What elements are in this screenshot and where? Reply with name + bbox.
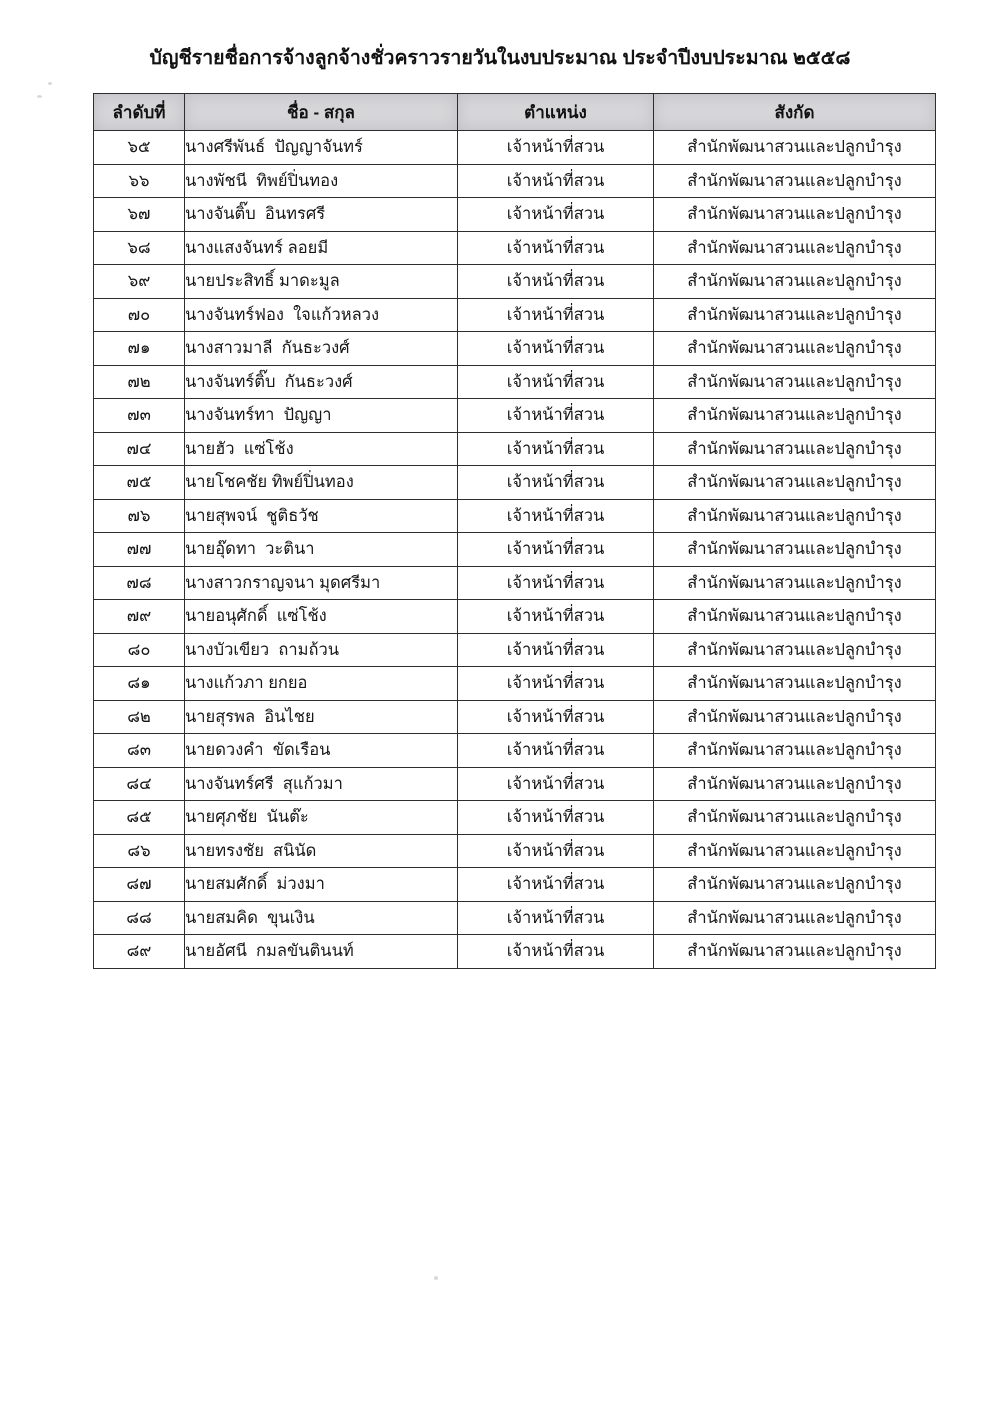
cell-order-number: ๘๕: [94, 801, 185, 835]
cell-affiliation: สำนักพัฒนาสวนและปลูกบำรุง: [654, 600, 936, 634]
cell-position: เจ้าหน้าที่สวน: [458, 466, 654, 500]
cell-affiliation: สำนักพัฒนาสวนและปลูกบำรุง: [654, 499, 936, 533]
header-affiliation: สังกัด: [654, 94, 936, 131]
table-row: [94, 734, 936, 768]
cell-fullname: นางบัวเขียว ถามถ้วน: [185, 633, 458, 667]
cell-fullname: นางจันทร์ฟอง ใจแก้วหลวง: [185, 298, 458, 332]
cell-order-number: ๖๗: [94, 198, 185, 232]
cell-fullname: นายสุรพล อินไชย: [185, 700, 458, 734]
cell-affiliation: สำนักพัฒนาสวนและปลูกบำรุง: [654, 265, 936, 299]
cell-position: เจ้าหน้าที่สวน: [458, 131, 654, 165]
cell-affiliation: สำนักพัฒนาสวนและปลูกบำรุง: [654, 566, 936, 600]
cell-position: เจ้าหน้าที่สวน: [458, 365, 654, 399]
cell-position: เจ้าหน้าที่สวน: [458, 600, 654, 634]
cell-order-number: ๗๑: [94, 332, 185, 366]
cell-position: เจ้าหน้าที่สวน: [458, 633, 654, 667]
cell-position: เจ้าหน้าที่สวน: [458, 935, 654, 969]
cell-position: เจ้าหน้าที่สวน: [458, 700, 654, 734]
cell-position: เจ้าหน้าที่สวน: [458, 801, 654, 835]
cell-position: เจ้าหน้าที่สวน: [458, 332, 654, 366]
table-row: [94, 164, 936, 198]
table-body: [94, 131, 936, 969]
cell-position: เจ้าหน้าที่สวน: [458, 901, 654, 935]
cell-order-number: ๘๗: [94, 868, 185, 902]
cell-order-number: ๘๙: [94, 935, 185, 969]
cell-affiliation: สำนักพัฒนาสวนและปลูกบำรุง: [654, 667, 936, 701]
table-row: [94, 767, 936, 801]
cell-fullname: นายสมศักดิ์ ม่วงมา: [185, 868, 458, 902]
table-row: [94, 499, 936, 533]
cell-order-number: ๗๔: [94, 432, 185, 466]
scan-speck: [37, 95, 42, 98]
cell-position: เจ้าหน้าที่สวน: [458, 566, 654, 600]
table-row: [94, 131, 936, 165]
cell-affiliation: สำนักพัฒนาสวนและปลูกบำรุง: [654, 164, 936, 198]
cell-position: เจ้าหน้าที่สวน: [458, 298, 654, 332]
cell-fullname: นางจันทร์ทา ปัญญา: [185, 399, 458, 433]
cell-affiliation: สำนักพัฒนาสวนและปลูกบำรุง: [654, 533, 936, 567]
cell-position: เจ้าหน้าที่สวน: [458, 164, 654, 198]
cell-order-number: ๗๐: [94, 298, 185, 332]
cell-affiliation: สำนักพัฒนาสวนและปลูกบำรุง: [654, 131, 936, 165]
cell-affiliation: สำนักพัฒนาสวนและปลูกบำรุง: [654, 231, 936, 265]
cell-order-number: ๗๙: [94, 600, 185, 634]
cell-fullname: นายสุพจน์ ชูติธวัช: [185, 499, 458, 533]
scan-speck: [48, 82, 52, 85]
cell-fullname: นางพัชนี ทิพย์ปิ่นทอง: [185, 164, 458, 198]
cell-affiliation: สำนักพัฒนาสวนและปลูกบำรุง: [654, 700, 936, 734]
table-row: [94, 332, 936, 366]
table-row: [94, 265, 936, 299]
roster-table: [93, 93, 936, 969]
cell-order-number: ๖๘: [94, 231, 185, 265]
cell-order-number: ๖๙: [94, 265, 185, 299]
page-title: บัญชีรายชื่อการจ้างลูกจ้างชั่วคราวรายวันในงบประมาณ ประจำปีงบประมาณ ๒๕๕๘: [149, 47, 851, 69]
cell-affiliation: สำนักพัฒนาสวนและปลูกบำรุง: [654, 767, 936, 801]
cell-affiliation: สำนักพัฒนาสวนและปลูกบำรุง: [654, 399, 936, 433]
cell-order-number: ๘๔: [94, 767, 185, 801]
table-row: [94, 834, 936, 868]
table-row: [94, 298, 936, 332]
table-row: [94, 432, 936, 466]
cell-order-number: ๗๖: [94, 499, 185, 533]
table-row: [94, 231, 936, 265]
cell-fullname: นางแก้วภา ยกยอ: [185, 667, 458, 701]
cell-order-number: ๘๐: [94, 633, 185, 667]
cell-affiliation: สำนักพัฒนาสวนและปลูกบำรุง: [654, 734, 936, 768]
cell-fullname: นายศุภชัย นันต๊ะ: [185, 801, 458, 835]
cell-position: เจ้าหน้าที่สวน: [458, 533, 654, 567]
cell-fullname: นางจันทร์ติ๊บ กันธะวงศ์: [185, 365, 458, 399]
cell-position: เจ้าหน้าที่สวน: [458, 868, 654, 902]
cell-affiliation: สำนักพัฒนาสวนและปลูกบำรุง: [654, 834, 936, 868]
cell-affiliation: สำนักพัฒนาสวนและปลูกบำรุง: [654, 868, 936, 902]
cell-fullname: นายฮัว แซ่โช้ง: [185, 432, 458, 466]
cell-fullname: นางสาวกราญจนา มุดศรีมา: [185, 566, 458, 600]
header-fullname: ชื่อ - สกุล: [185, 94, 458, 131]
cell-fullname: นายอุ๊ดทา วะตินา: [185, 533, 458, 567]
cell-order-number: ๗๕: [94, 466, 185, 500]
table-row: [94, 935, 936, 969]
cell-fullname: นายสมคิด ขุนเงิน: [185, 901, 458, 935]
cell-fullname: นายดวงคำ ขัดเรือน: [185, 734, 458, 768]
table-row: [94, 365, 936, 399]
table-row: [94, 633, 936, 667]
table-row: [94, 533, 936, 567]
table-row: [94, 399, 936, 433]
table-row: [94, 198, 936, 232]
table-row: [94, 901, 936, 935]
cell-fullname: นายประสิทธิ์ มาดะมูล: [185, 265, 458, 299]
table-header-row: [94, 94, 936, 131]
table-row: [94, 801, 936, 835]
cell-fullname: นายโชคชัย ทิพย์ปิ่นทอง: [185, 466, 458, 500]
cell-position: เจ้าหน้าที่สวน: [458, 399, 654, 433]
cell-order-number: ๖๖: [94, 164, 185, 198]
cell-position: เจ้าหน้าที่สวน: [458, 231, 654, 265]
cell-position: เจ้าหน้าที่สวน: [458, 198, 654, 232]
cell-affiliation: สำนักพัฒนาสวนและปลูกบำรุง: [654, 298, 936, 332]
table-row: [94, 868, 936, 902]
cell-affiliation: สำนักพัฒนาสวนและปลูกบำรุง: [654, 901, 936, 935]
cell-position: เจ้าหน้าที่สวน: [458, 834, 654, 868]
cell-fullname: นางจันทร์ศรี สุแก้วมา: [185, 767, 458, 801]
cell-affiliation: สำนักพัฒนาสวนและปลูกบำรุง: [654, 332, 936, 366]
table-row: [94, 466, 936, 500]
cell-fullname: นางจันติ๊บ อินทรศรี: [185, 198, 458, 232]
cell-fullname: นางศรีพันธ์ ปัญญาจันทร์: [185, 131, 458, 165]
cell-fullname: นายทรงชัย สนินัด: [185, 834, 458, 868]
cell-position: เจ้าหน้าที่สวน: [458, 432, 654, 466]
cell-fullname: นายอัศนี กมลขันตินนท์: [185, 935, 458, 969]
cell-order-number: ๗๓: [94, 399, 185, 433]
table-row: [94, 600, 936, 634]
cell-position: เจ้าหน้าที่สวน: [458, 499, 654, 533]
cell-affiliation: สำนักพัฒนาสวนและปลูกบำรุง: [654, 801, 936, 835]
cell-order-number: ๘๖: [94, 834, 185, 868]
cell-position: เจ้าหน้าที่สวน: [458, 734, 654, 768]
cell-fullname: นายอนุศักดิ์ แซ่โช้ง: [185, 600, 458, 634]
cell-order-number: ๘๓: [94, 734, 185, 768]
cell-order-number: ๗๗: [94, 533, 185, 567]
header-order-number: ลำดับที่: [94, 94, 185, 131]
cell-affiliation: สำนักพัฒนาสวนและปลูกบำรุง: [654, 633, 936, 667]
table-row: [94, 667, 936, 701]
table-row: [94, 700, 936, 734]
cell-affiliation: สำนักพัฒนาสวนและปลูกบำรุง: [654, 365, 936, 399]
cell-position: เจ้าหน้าที่สวน: [458, 667, 654, 701]
cell-order-number: ๘๘: [94, 901, 185, 935]
cell-affiliation: สำนักพัฒนาสวนและปลูกบำรุง: [654, 935, 936, 969]
cell-fullname: นางสาวมาลี กันธะวงศ์: [185, 332, 458, 366]
cell-order-number: ๖๕: [94, 131, 185, 165]
table-row: [94, 566, 936, 600]
cell-position: เจ้าหน้าที่สวน: [458, 767, 654, 801]
cell-affiliation: สำนักพัฒนาสวนและปลูกบำรุง: [654, 198, 936, 232]
cell-order-number: ๗๘: [94, 566, 185, 600]
header-position: ตำแหน่ง: [458, 94, 654, 131]
cell-position: เจ้าหน้าที่สวน: [458, 265, 654, 299]
cell-fullname: นางแสงจันทร์ ลอยมี: [185, 231, 458, 265]
cell-affiliation: สำนักพัฒนาสวนและปลูกบำรุง: [654, 466, 936, 500]
cell-affiliation: สำนักพัฒนาสวนและปลูกบำรุง: [654, 432, 936, 466]
cell-order-number: ๘๒: [94, 700, 185, 734]
cell-order-number: ๗๒: [94, 365, 185, 399]
scan-speck: [434, 1276, 438, 1280]
cell-order-number: ๘๑: [94, 667, 185, 701]
